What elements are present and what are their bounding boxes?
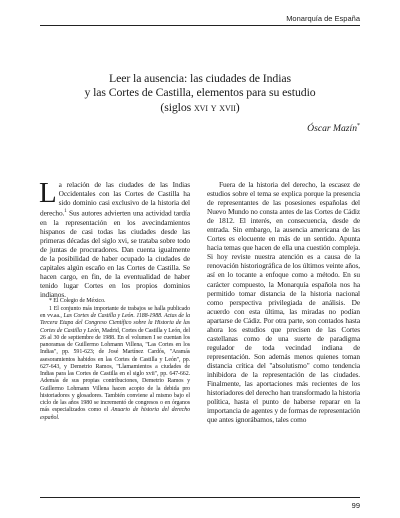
left-paragraph-1 <box>39 177 190 299</box>
drop-cap: L <box>39 177 57 209</box>
title-line-3 <box>40 100 360 114</box>
footnote-author: * El Colegio de México. <box>49 298 106 304</box>
footnote-1-part-b: , Madrid, Cortes de Castilla y León, del 26 al 30 de septiembre de 1988. En el volumen I se cuentan los panoramas de Guillermo Lohmann Villena, "Las Cortes en los Indias", pp. 591-623; de José Martínez Cardós, "Aramás asesoramientos habidos en las Cortes de Castilla y León", pp. 627-643, y Demetrio Ramos, "Llamamientos a ciudades de Indias para las Cortes de Castilla en el siglo xvii", pp. 647-662. Además de sus propias contribuciones, Demetrio Ramos y Guillermo Lohmann Villena hacen acopio de la debida pro historiadores y glosadores. También conviene al mismo bajo el ciclo de las años 1980 se incrementó de congresos o en órganos más especializados como el <box>40 327 191 414</box>
author-byline <box>307 123 360 134</box>
title-centuries: xvi y xvii <box>194 99 236 114</box>
footer-rule <box>40 497 360 498</box>
header-rule <box>40 25 360 26</box>
left-column <box>39 177 190 299</box>
footnotes <box>40 298 190 422</box>
author-name: Óscar Mazín <box>307 123 357 135</box>
footnote-1-title-2: Anuario de historia del derecho español <box>40 407 190 421</box>
right-column <box>207 180 360 424</box>
left-paragraph-1-text: a relación de las ciudades de las Indias Occidentales con las Cortes de Castilla ha sido dominio casi exclusivo de la historia del derecho. <box>40 180 190 218</box>
footnote-1 <box>40 306 190 422</box>
footnote-ref-1[interactable]: 1 <box>64 209 67 215</box>
footnote-1-title-1: Las Cortes de Castilla y León. 1188-1988. Actas de la Tercera Etapa del Congreso Científico sobre la Historia de las Cortes de Castilla y León <box>40 313 190 334</box>
page-number: 99 <box>351 501 360 510</box>
footnote-1-part-a: 1 El conjunto más importante de trabajos se halla publicado en vv.aa., <box>40 305 190 319</box>
footnote-1-part-c: . <box>57 414 60 421</box>
running-head: Monarquía de España <box>286 14 360 23</box>
title-line-1: Leer la ausencia: las ciudades de Indias <box>108 71 292 85</box>
title-line-2: y las Cortes de Castilla, elementos para su estudio <box>84 85 316 100</box>
left-paragraph-2-text: Sus autores advierten una actividad tardía en la representación en los avecindamientos hispanos de casi todas las ciudades desde las primeras décadas del siglo xvi, se trataba sobre todo de juntas de procuradores. Dan cuenta igualmente de la posibilidad de haber ocupado la ciudades de capitales algún escaño en las Cortes de Castilla. Se hacen cargo, en fin, de la eventualidad de haber tenido lugar Cortes en los propios dominios indianos. <box>40 208 190 299</box>
title-line-3-prefix: (siglos <box>160 99 194 114</box>
article-title <box>40 71 360 114</box>
author-note-marker: * <box>357 123 360 129</box>
title-line-3-suffix: ) <box>235 99 240 114</box>
right-paragraph-1: Fuera de la historia del derecho, la escasez de estudios sobre el tema se explica porque la presencia de representantes de las posesiones españolas del Nuevo Mundo no consta antes de las Cortes de Cádiz de 1812. El interés, en consecuencia, desde de entrada. Sin embargo, la ausencia americana de las Cortes es elocuente en más de un sentido. Apunta hacia temas que hacen de ella una cuestión compleja. Si hoy reviste nuestra atención es a causa de la renovación historiográfica de los últimos veinte años, así en lo tocante a enfoque como a método. En su carácter compuesto, la Monarquía española nos ha permitido tomar distancia de la historia nacional como perspectiva privilegiada de análisis. De acuerdo con esta última, las miradas no podían apartarse de Cádiz. Por otra parte, son contados hasta ahora los estudios que precisen de las Cortes castellanas como de una suerte de paradigma regulador de toda vecindad indiana de representación. Son además menos quienes toman distancia crítica del "absolutismo" como tendencia inhibidora de la representación de las ciudades. Finalmente, las aportaciones más recientes de los historiadores del derecho han transformado la historia política, hasta el punto de haberse reparar en la importancia de agentes y de formas de representación que antes ignorábamos, tales como <box>207 180 360 425</box>
